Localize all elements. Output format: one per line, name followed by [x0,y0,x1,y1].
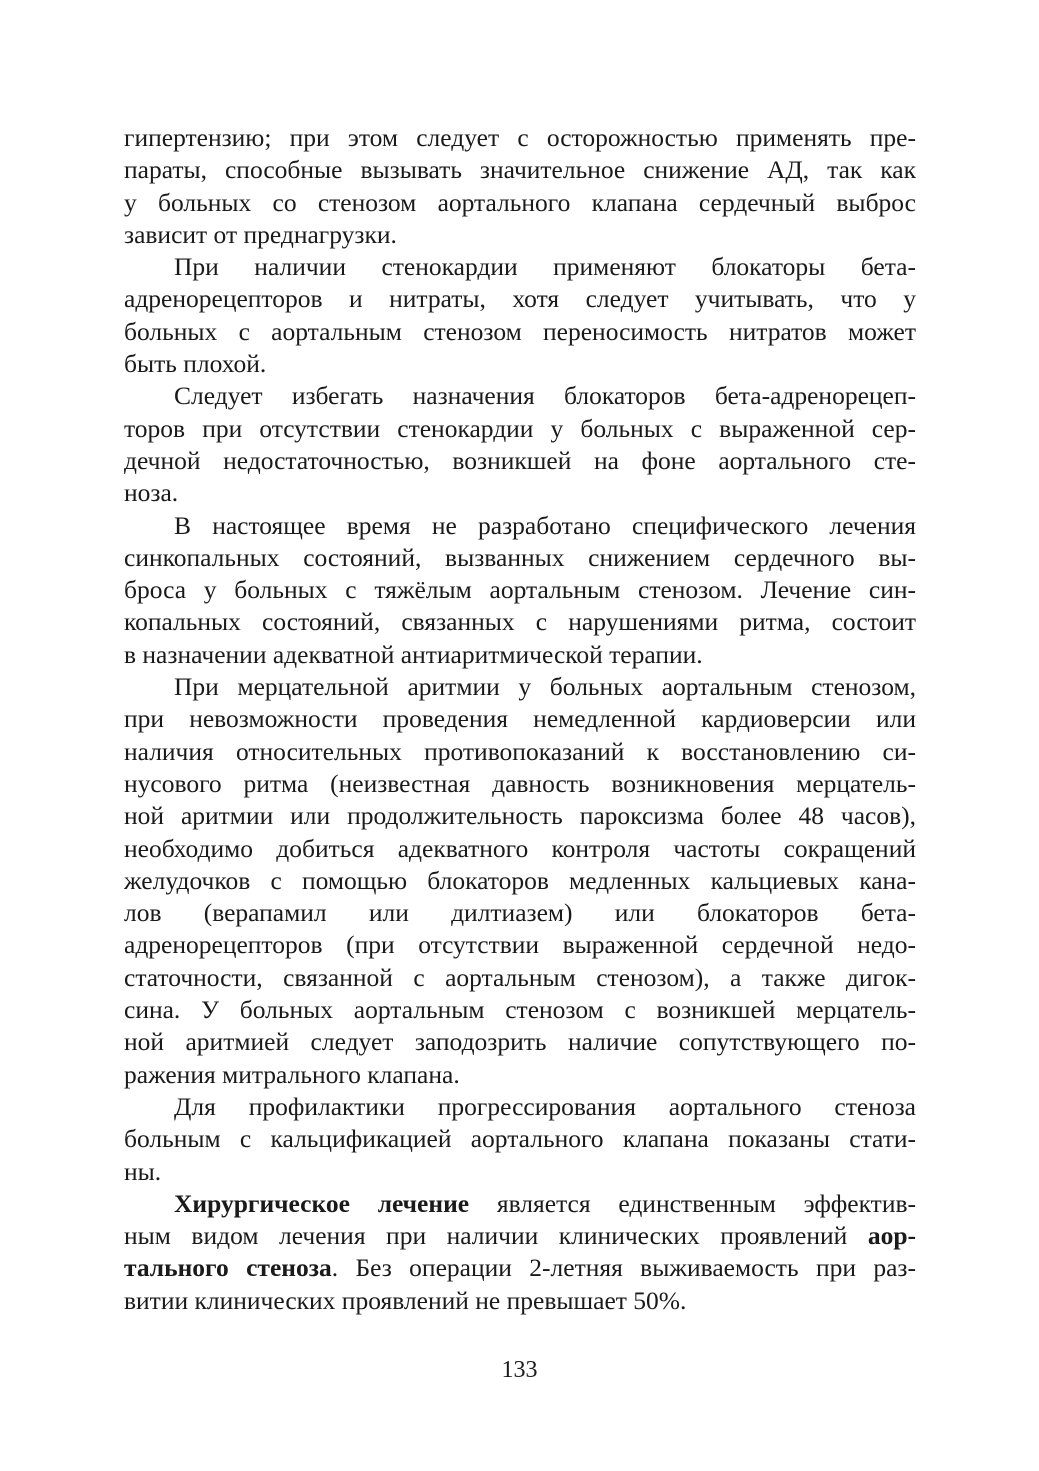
text-line: желудочков с помощью блокаторов медленных кальциевых кана- [124,865,916,895]
paragraph-2 [124,251,916,380]
text-line: Следует избегать назначения блокаторов бета-адренорецеп- [174,381,916,411]
paragraph-5 [124,671,916,1091]
inline-text: . Без операции 2-летняя выживаемость при раз- [331,1253,916,1283]
page-body [124,122,916,1317]
bold-term: Хирургическое лечение [174,1188,470,1218]
text-line: наличия относительных противопоказаний к восстановлению си- [124,736,916,766]
paragraph-3 [124,380,916,509]
text-line: лов (верапамил или дилтиазем) или блокаторов бета- [124,898,916,928]
text-line: витии клинических проявлений не превышает 50%. [124,1285,687,1315]
inline-text: является единственным эффектив- [469,1188,916,1218]
text-line: быть плохой. [124,349,267,379]
text-line: ной аритмии или продолжительность пароксизма более 48 часов), [124,801,916,831]
text-line: торов при отсутствии стенокардии у больных с выраженной сер- [124,413,916,443]
paragraph-4 [124,510,916,671]
text-line: В настоящее время не разработано специфического лечения [174,510,916,540]
text-line: зависит от преднагрузки. [124,219,397,249]
text-line: необходимо добиться адекватного контроля частоты сокращений [124,833,916,863]
text-line [124,1188,916,1220]
inline-text: ным видом лечения при наличии клинических проявлений [124,1221,868,1251]
page-number: 133 [501,1357,538,1383]
text-line: Для профилактики прогрессирования аортального стеноза [174,1091,916,1121]
text-line: дечной недостаточностью, возникшей на фоне аортального сте- [124,445,916,475]
paragraph-6 [124,1091,916,1188]
text-line: нусового ритма (неизвестная давность возникновения мерцатель- [124,768,916,798]
text-line: у больных со стенозом аортального клапана сердечный выброс [124,187,916,217]
text-line: При мерцательной аритмии у больных аортальным стенозом, [174,672,916,702]
text-line: броса у больных с тяжёлым аортальным стенозом. Лечение син- [124,575,916,605]
text-line: больных с аортальным стенозом переносимость нитратов может [124,316,916,346]
text-line: ражения митрального клапана. [124,1059,460,1089]
text-line: адренорецепторов и нитраты, хотя следует учитывать, что у [124,284,916,314]
text-line: сина. У больных аортальным стенозом с возникшей мерцатель- [124,995,916,1025]
text-line: синкопальных состояний, вызванных снижением сердечного вы- [124,542,916,572]
paragraph-1 [124,122,916,251]
text-line: ны. [124,1156,162,1186]
text-line [124,1220,916,1252]
text-line [124,1252,916,1284]
text-line: ноза. [124,478,179,508]
bold-term: аор- [867,1221,916,1251]
paragraph-7 [124,1188,916,1317]
text-line: ной аритмией следует заподозрить наличие сопутствующего по- [124,1027,916,1057]
text-line: при невозможности проведения немедленной кардиоверсии или [124,704,916,734]
text-line: копальных состояний, связанных с нарушениями ритма, состоит [124,607,916,637]
text-line: статочности, связанной с аортальным стенозом), а также дигок- [124,962,916,992]
text-line: При наличии стенокардии применяют блокаторы бета- [174,252,916,282]
bold-term: тального стеноза [124,1253,332,1283]
text-line: гипертензию; при этом следует с осторожностью применять пре- [124,123,916,152]
text-line: в назначении адекватной антиаритмической терапии. [124,639,703,669]
text-line: адренорецепторов (при отсутствии выраженной сердечной недо- [124,930,916,960]
text-line: больным с кальцификацией аортального клапана показаны стати- [124,1124,916,1154]
text-line: параты, способные вызывать значительное снижение АД, так как [124,155,916,185]
